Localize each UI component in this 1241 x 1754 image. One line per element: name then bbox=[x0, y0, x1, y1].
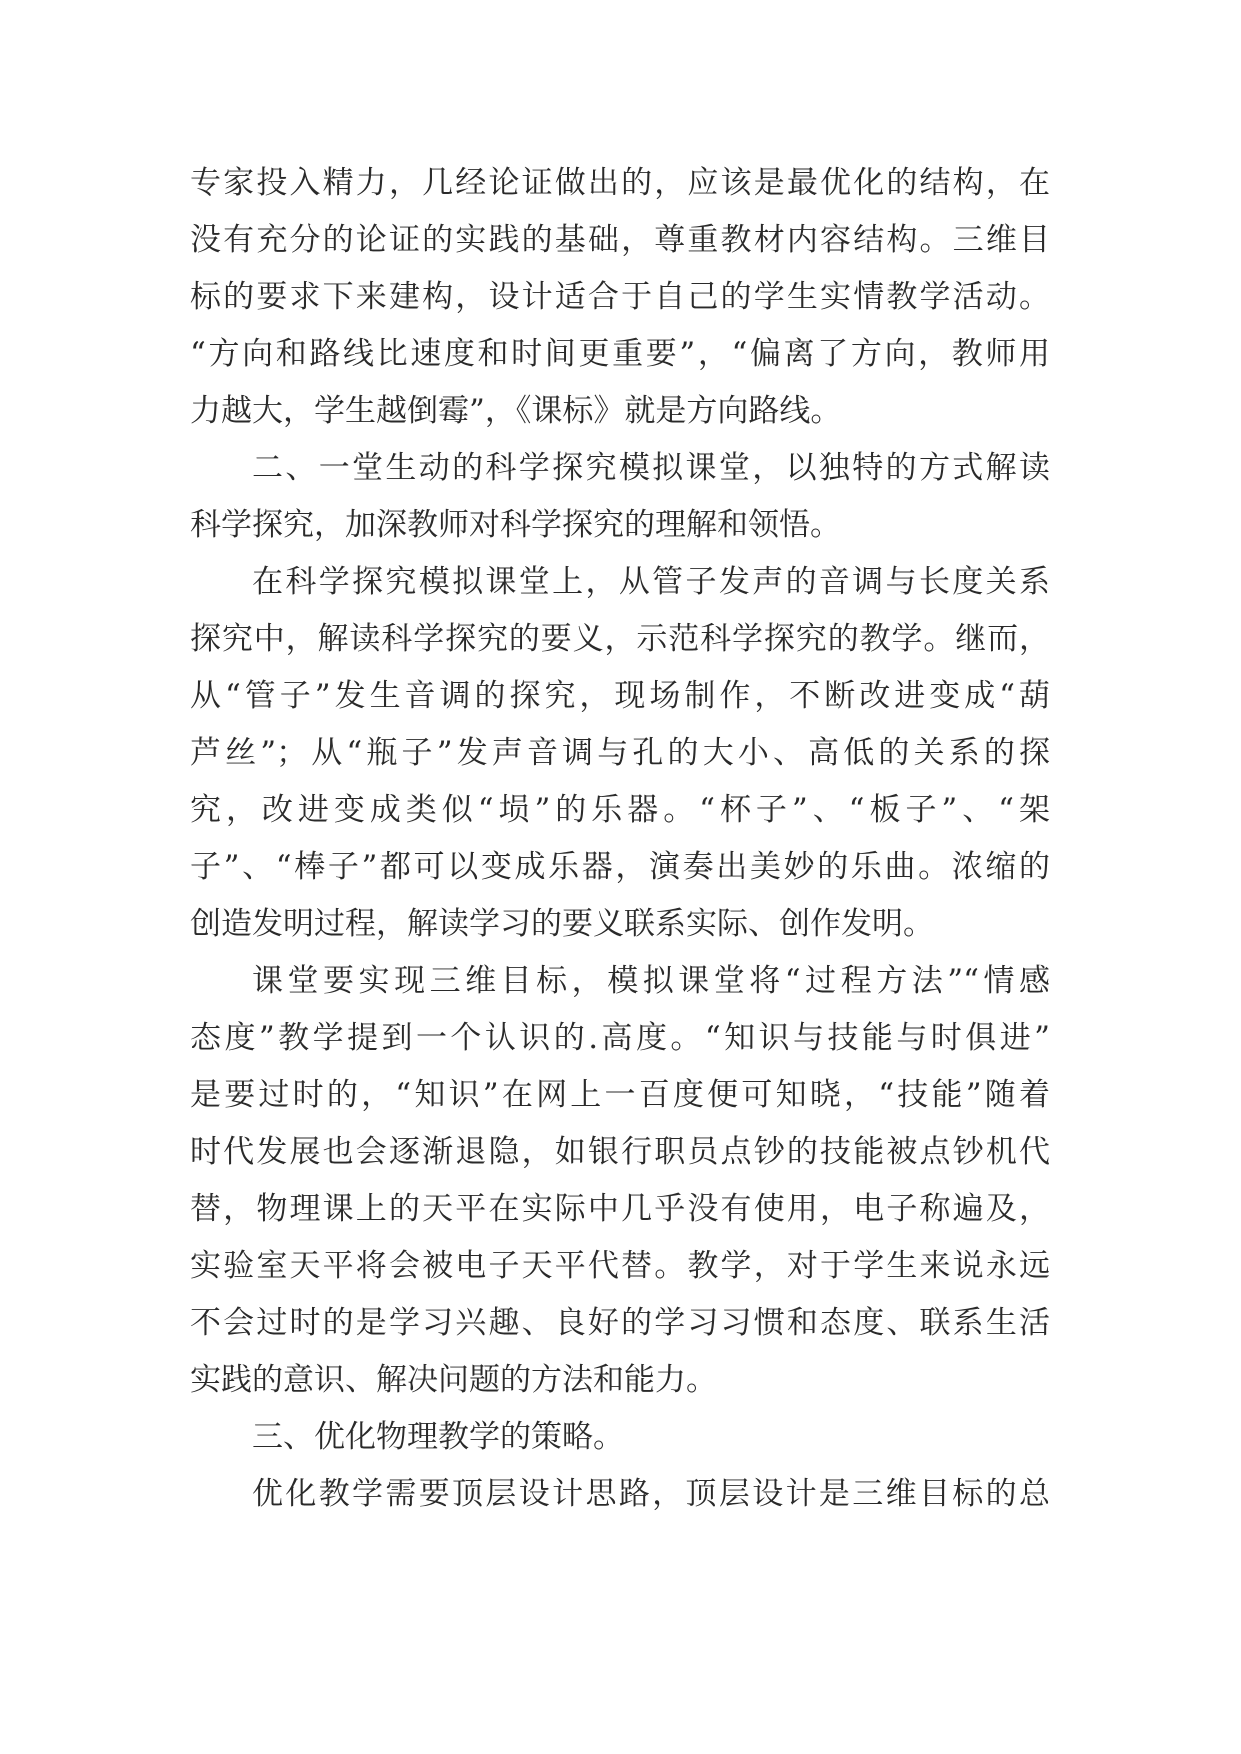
text-line: 替，物理课上的天平在实际中几乎没有使用，电子称遍及， bbox=[190, 1191, 1050, 1227]
text-line: 态度”教学提到一个认识的.高度。“知识与技能与时俱进” bbox=[190, 1020, 1050, 1056]
paragraph-start: 在科学探究模拟课堂上，从管子发声的音调与长度关系 bbox=[252, 564, 1050, 600]
text-line: 实践的意识、解决问题的方法和能力。 bbox=[190, 1362, 717, 1398]
text-line: 创造发明过程，解读学习的要义联系实际、创作发明。 bbox=[190, 906, 934, 942]
text-line: 从“管子”发生音调的探究，现场制作，不断改进变成“葫 bbox=[190, 678, 1050, 714]
document-body bbox=[190, 155, 1050, 1523]
section-heading-2: 二、一堂生动的科学探究模拟课堂，以独特的方式解读 bbox=[252, 450, 1050, 486]
text-line: 不会过时的是学习兴趣、良好的学习习惯和态度、联系生活 bbox=[190, 1305, 1050, 1341]
text-line: 是要过时的，“知识”在网上一百度便可知晓，“技能”随着 bbox=[190, 1077, 1050, 1113]
text-line: “方向和路线比速度和时间更重要”，“偏离了方向，教师用 bbox=[190, 336, 1050, 372]
text-line: 子”、“棒子”都可以变成乐器，演奏出美妙的乐曲。浓缩的 bbox=[190, 849, 1050, 885]
text-line: 标的要求下来建构，设计适合于自己的学生实情教学活动。 bbox=[190, 279, 1050, 315]
text-line: 芦丝”；从“瓶子”发声音调与孔的大小、高低的关系的探 bbox=[190, 735, 1050, 771]
section-heading-3: 三、优化物理教学的策略。 bbox=[252, 1419, 624, 1455]
text-line: 实验室天平将会被电子天平代替。教学，对于学生来说永远 bbox=[190, 1248, 1050, 1284]
text-line: 时代发展也会逐渐退隐，如银行职员点钞的技能被点钞机代 bbox=[190, 1134, 1050, 1170]
paragraph-start: 课堂要实现三维目标，模拟课堂将“过程方法”“情感 bbox=[252, 963, 1050, 999]
paragraph-start: 优化教学需要顶层设计思路，顶层设计是三维目标的总 bbox=[252, 1476, 1050, 1512]
text-line: 科学探究，加深教师对科学探究的理解和领悟。 bbox=[190, 507, 841, 543]
text-line: 力越大，学生越倒霉”，《课标》就是方向路线。 bbox=[190, 393, 842, 429]
text-line: 专家投入精力，几经论证做出的，应该是最优化的结构，在 bbox=[190, 165, 1050, 201]
text-line: 究，改进变成类似“埙”的乐器。“杯子”、“板子”、“架 bbox=[190, 792, 1050, 828]
text-line: 没有充分的论证的实践的基础，尊重教材内容结构。三维目 bbox=[190, 222, 1050, 258]
text-line: 探究中，解读科学探究的要义，示范科学探究的教学。继而， bbox=[190, 621, 1050, 657]
